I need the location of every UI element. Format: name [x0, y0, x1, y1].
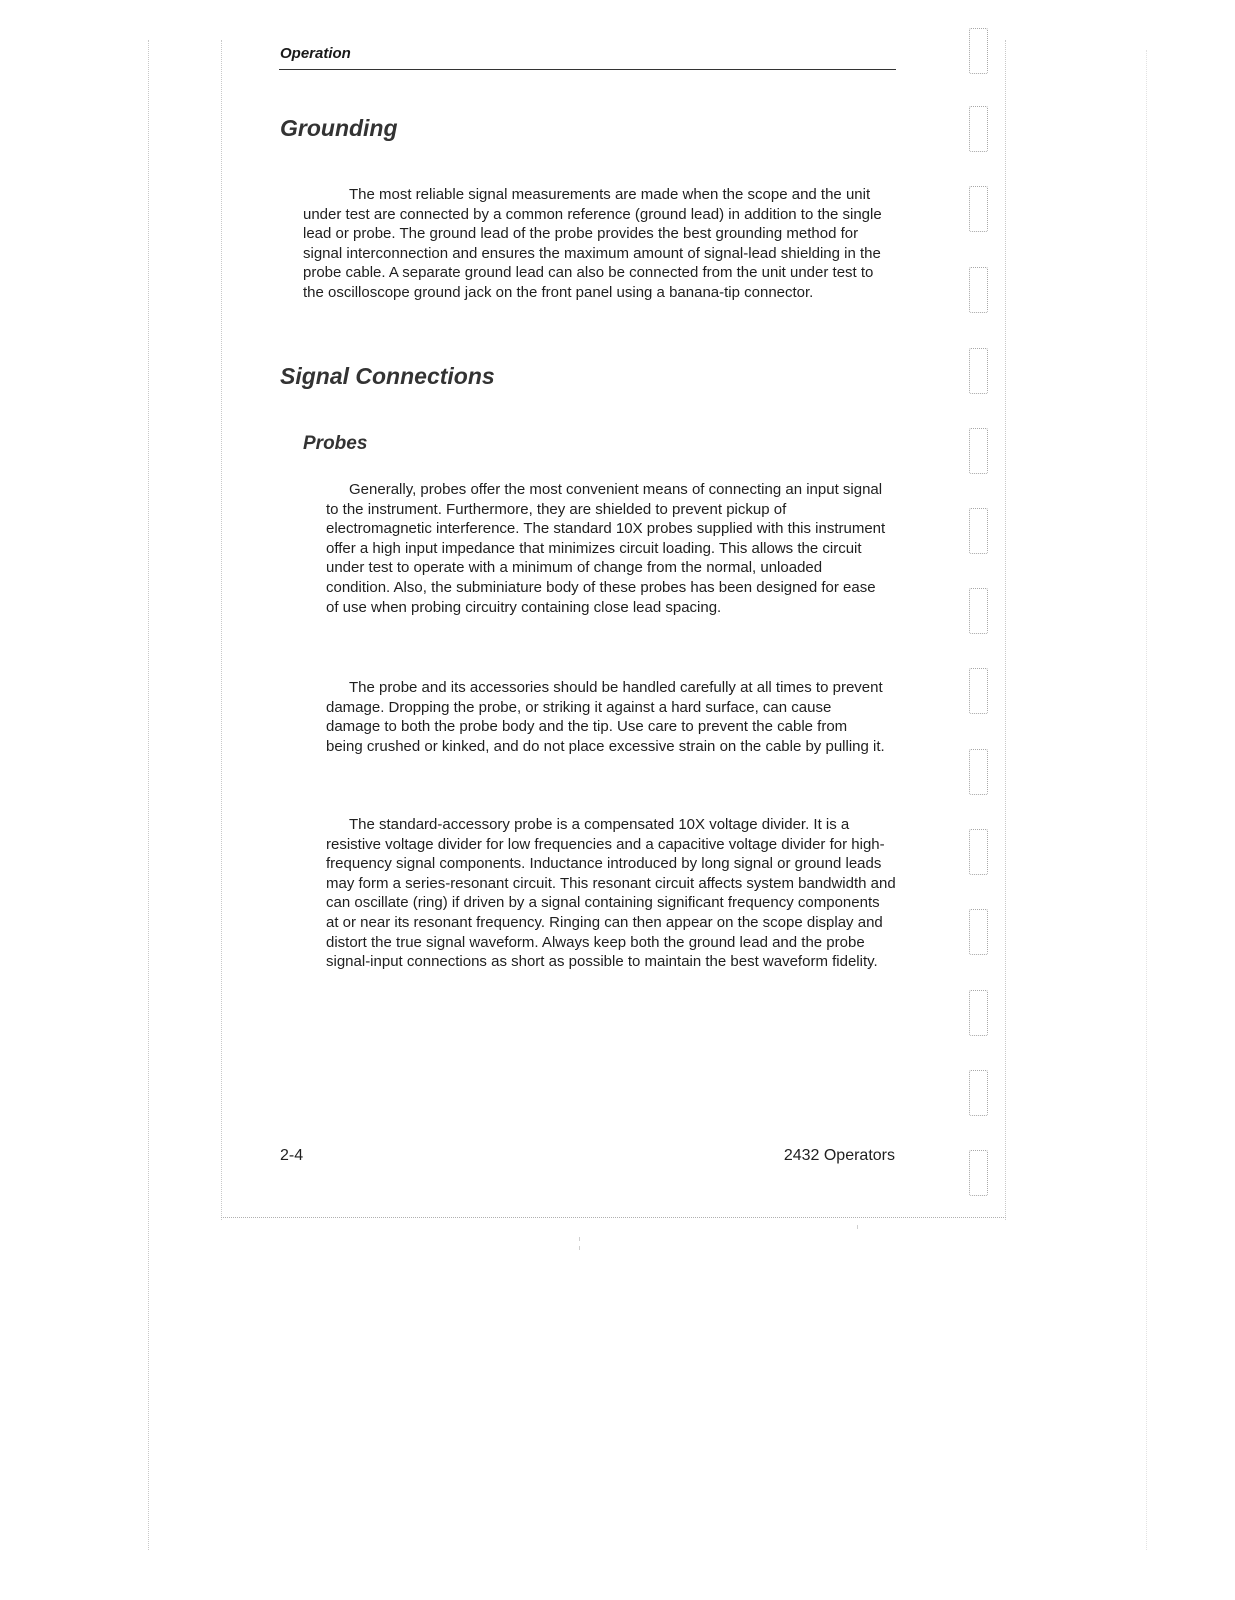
paragraph-probes-1: Generally, probes offer the most convenient means of connecting an input signal to the instrument. Furthermore, they are shielded to prevent pickup of electromagnetic interference. The standard 10X probes supplied with this instrument offer a high input impedance that minimizes circuit loading. This allows the circuit under test to operate with a minimum of change from the normal, unloaded condition. Also, the subminiature body of these probes has been designed for ease of use when probing circuitry containing close lead spacing.: [326, 481, 886, 616]
running-header: Operation: [280, 45, 351, 62]
scan-page-edge-right: [1005, 40, 1006, 1220]
binder-tab-outline: [969, 990, 988, 1036]
scan-page-edge-bottom: [221, 1217, 1006, 1218]
heading-signal-connections: Signal Connections: [280, 363, 495, 389]
paragraph-probes-2: The probe and its accessories should be handled carefully at all times to prevent damage. Dropping the probe, or striking it against a hard surface, can cause damage to both the probe body and the tip. Use care to prevent the cable from being crushed or kinked, and do not place excessive strain on the cable by pulling it.: [326, 679, 885, 755]
binder-tab-outline: [969, 348, 988, 394]
scan-edge-right: [1146, 50, 1147, 1550]
heading-grounding: Grounding: [280, 115, 398, 141]
binder-tab-outline: [969, 749, 988, 795]
footer-page-number: 2-4: [280, 1147, 304, 1164]
scan-speck: [579, 1237, 580, 1241]
binder-tab-outline: [969, 508, 988, 554]
binder-tab-outline: [969, 28, 988, 74]
scan-edge-left: [148, 40, 149, 1550]
binder-tab-outline: [969, 1150, 988, 1196]
footer-manual-title: 2432 Operators: [783, 1147, 895, 1164]
scan-page-edge-left: [221, 40, 222, 1220]
binder-tab-outline: [969, 428, 988, 474]
binder-tab-outline: [969, 588, 988, 634]
paragraph-grounding: The most reliable signal measurements are made when the scope and the unit under test are connected by a common reference (ground lead) in addition to the single lead or probe. The ground lead of the probe provides the best grounding method for signal interconnection and ensures the maximum amount of signal-lead shielding in the probe cable. A separate ground lead can also be connected from the unit under test to the oscilloscope ground jack on the front panel using a banana-tip connector.: [303, 186, 882, 301]
scan-speck: [579, 1246, 580, 1250]
header-rule: [279, 69, 896, 70]
binder-tab-outline: [969, 186, 988, 232]
binder-tab-outline: [969, 267, 988, 313]
binder-tab-outline: [969, 909, 988, 955]
binder-tab-outline: [969, 829, 988, 875]
binder-tab-outline: [969, 668, 988, 714]
scan-speck: [857, 1225, 858, 1229]
binder-tab-outline: [969, 106, 988, 152]
paragraph-probes-3: The standard-accessory probe is a compensated 10X voltage divider. It is a resistive voltage divider for low frequencies and a capacitive voltage divider for high-frequency signal components. Inductance introduced by long signal or ground leads may form a series-resonant circuit. This resonant circuit affects system bandwidth and can oscillate (ring) if driven by a signal containing significant frequency components at or near its resonant frequency. Ringing can then appear on the scope display and distort the true signal waveform. Always keep both the ground lead and the probe signal-input connections as short as possible to maintain the best waveform fidelity.: [326, 816, 896, 971]
binder-tab-outline: [969, 1070, 988, 1116]
heading-probes: Probes: [303, 433, 368, 454]
